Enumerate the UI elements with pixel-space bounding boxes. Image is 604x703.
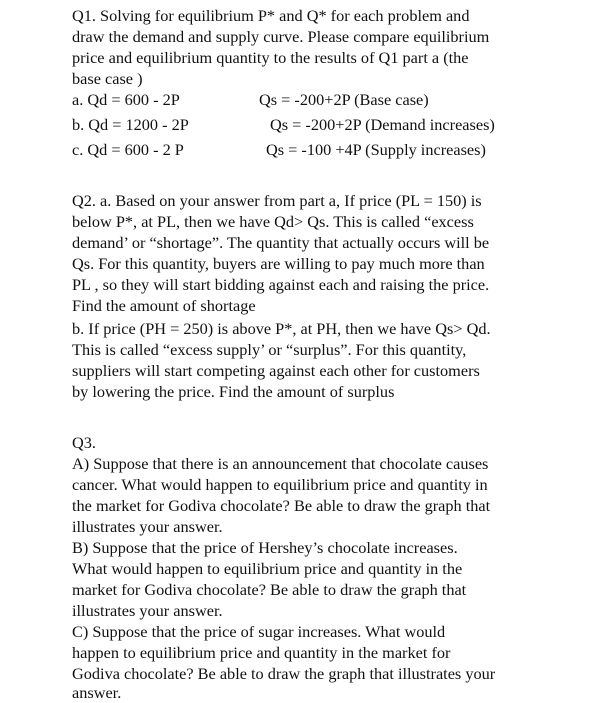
q3a-line: cancer. What would happen to equilibrium price and quantity in [72, 475, 488, 494]
q2b-line: This is called “excess supply’ or “surplus”. For this quantity, [72, 340, 467, 359]
q2a-line: demand’ or “shortage”. The quantity that actually occurs will be [72, 233, 490, 252]
q3c-line: answer. [72, 683, 122, 702]
q3c-line: C) Suppose that the price of sugar increases. What would [72, 622, 446, 641]
q3a-line: illustrates your answer. [72, 517, 223, 536]
q3a-line: A) Suppose that there is an announcement that chocolate causes [72, 454, 489, 473]
q3a-line: the market for Godiva chocolate? Be able to draw the graph that [72, 496, 491, 515]
q1-line: Q1. Solving for equilibrium P* and Q* for each problem and [72, 6, 470, 25]
supply-equation-b: Qs = -200+2P (Demand increases) [270, 115, 495, 134]
supply-equation-a: Qs = -200+2P (Base case) [259, 90, 429, 109]
q1-line: base case ) [72, 69, 143, 88]
q2b-line: b. If price (PH = 250) is above P*, at PH, then we have Qs> Qd. [72, 319, 491, 338]
q1-line: price and equilibrium quantity to the results of Q1 part a (the [72, 48, 469, 67]
q2a-line: PL , so they will start bidding against each and raising the price. [72, 275, 490, 294]
demand-equation-b: b. Qd = 1200 - 2P [72, 115, 189, 134]
q3b-line: market for Godiva chocolate? Be able to draw the graph that [72, 580, 467, 599]
q2a-line: Q2. a. Based on your answer from part a, If price (PL = 150) is [72, 191, 482, 210]
q1-line: draw the demand and supply curve. Please compare equilibrium [72, 27, 490, 46]
q2a-line: Find the amount of shortage [72, 296, 256, 315]
demand-equation-c: c. Qd = 600 - 2 P [72, 140, 184, 159]
q3-heading: Q3. [72, 433, 96, 452]
demand-equation-a: a. Qd = 600 - 2P [72, 90, 180, 109]
q2a-line: Qs. For this quantity, buyers are willing to pay much more than [72, 254, 485, 273]
q2a-line: below P*, at PL, then we have Qd> Qs. This is called “excess [72, 212, 474, 231]
q3c-line: Godiva chocolate? Be able to draw the graph that illustrates your [72, 664, 496, 683]
q3b-line: B) Suppose that the price of Hershey’s chocolate increases. [72, 538, 458, 557]
q2b-line: suppliers will start competing against each other for customers [72, 361, 480, 380]
q2b-line: by lowering the price. Find the amount of surplus [72, 382, 395, 401]
q3b-line: illustrates your answer. [72, 601, 223, 620]
q3c-line: happen to equilibrium price and quantity in the market for [72, 643, 451, 662]
q3b-line: What would happen to equilibrium price and quantity in the [72, 559, 463, 578]
supply-equation-c: Qs = -100 +4P (Supply increases) [266, 140, 486, 159]
